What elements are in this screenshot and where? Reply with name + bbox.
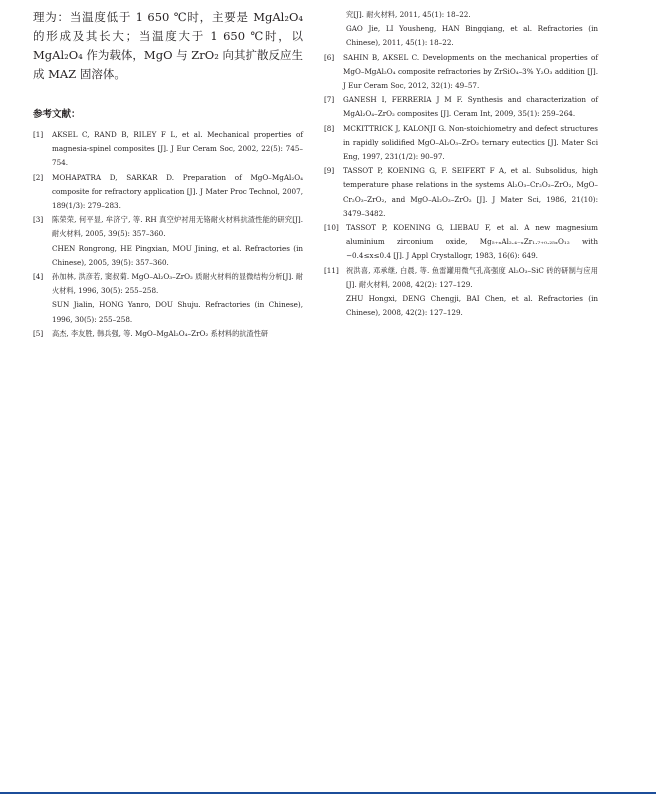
reference-text xyxy=(343,51,598,94)
body-paragraph: 理为：当温度低于 1 650 ℃时，主要是 MgAl₂O₄ 的形成及其长大；当温度大于 1 650 ℃时，以 MgAl₂O₄ 作为载体，MgO 与 ZrO₂ 向其扩散反应生成 MAZ 固溶体。 xyxy=(33,10,303,81)
reference-text xyxy=(52,270,303,327)
reference-line: MCKITTRICK J, KALONJI G. Non-stoichiometry and defect structures in rapidly solidified MgO–Al₂O₃–ZrO₂ ternary eutectics [J]. Mater Sci Eng, 1997, 231(1/2): 90–97. xyxy=(343,123,598,162)
reference-item xyxy=(33,128,303,171)
reference-5-continuation xyxy=(324,8,598,51)
reference-line: CHEN Rongrong, HE Pingxian, MOU Jining, et al. Refractories (in Chinese), 2005, 39(5): 357–360. xyxy=(52,243,303,267)
reference-line: SAHIN B, AKSEL C. Developments on the mechanical properties of MgO–MgAl₂O₄ composite refractories by ZrSiO₄–3% Y₂O₃ addition [J]. J Eur Ceram Soc, 2012, 32(1): 49–57. xyxy=(343,52,598,91)
reference-line: AKSEL C, RAND B, RILEY F L, et al. Mechanical properties of magnesia-spinel composites [J]. J Eur Ceram Soc, 2002, 22(5): 745–754. xyxy=(52,130,303,168)
left-column xyxy=(33,8,303,341)
reference-line: 孙加林, 洪彦若, 窦叔菊. MgO–Al₂O₃–ZrO₂ 质耐火材料的显微结构分析[J]. 耐火材料, 1996, 30(5): 255–258. xyxy=(52,272,303,296)
reference-number: [3] xyxy=(33,215,44,225)
reference-number: [5] xyxy=(33,328,44,338)
reference-number: [9] xyxy=(324,166,335,176)
reference-text xyxy=(52,128,303,171)
reference-item xyxy=(324,51,598,94)
reference-number: [6] xyxy=(324,52,335,62)
reference-number: [11] xyxy=(324,265,339,275)
reference-line: 祝洪喜, 邓承继, 白晨, 等. 鱼雷罐用微气孔高强度 Al₂O₃–SiC 砖的研制与应用[J]. 耐火材料, 2008, 42(2): 127–129. xyxy=(346,265,598,289)
references-list-left xyxy=(33,128,303,341)
reference-text xyxy=(52,213,303,270)
reference-line: TASSOT P, KOENING G, LIEBAU F, et al. A new magnesium aluminium zirconium oxide, Mg₅₊ₓAl₂.₄₋ₓZr₁.₇₊₀.₂₅ₓO₁₂ with −0.4≤x≤0.4 [J]. J Appl Crystallogr, 1983, 16(6): 649. xyxy=(346,223,598,261)
reference-text xyxy=(52,171,303,214)
reference-text xyxy=(343,164,598,221)
reference-line: MOHAPATRA D, SARKAR D. Preparation of MgO–MgAl₂O₄ composite for refractory application [J]. J Mater Proc Technol, 2007, 189(1/3): 279–283. xyxy=(52,172,303,211)
reference-line: GAO Jie, LI Yousheng, HAN Bingqiang, et al. Refractories (in Chinese), 2011, 45(1): 18–22. xyxy=(346,24,598,48)
reference-number: [1] xyxy=(33,130,44,139)
reference-item xyxy=(324,164,598,221)
reference-text xyxy=(346,264,598,321)
reference-item xyxy=(324,93,598,121)
reference-text xyxy=(346,221,598,264)
reference-item xyxy=(324,264,598,321)
reference-item xyxy=(33,171,303,214)
reference-line: TASSOT P, KOENING G, F. SEIFERT F A, et al. Subsolidus, high temperature phase relations in the systems Al₂O₃–Cr₂O₃–ZrO₂, MgO–Cr₂O₃–ZrO₂, and MgO–Al₂O₃–ZrO₂ [J]. J Mater Sci, 1986, 21(10): 3479–3482. xyxy=(343,166,598,218)
reference-item xyxy=(324,122,598,165)
reference-item xyxy=(33,327,303,341)
reference-text xyxy=(52,327,303,341)
references-heading: 参考文献： xyxy=(33,109,81,120)
reference-line: 高杰, 李友胜, 韩兵强, 等. MgO–MgAl₂O₄–ZrO₂ 系材料的抗渣性研 xyxy=(52,328,269,338)
reference-line: 究[J]. 耐火材料, 2011, 45(1): 18–22. xyxy=(346,10,471,19)
reference-number: [8] xyxy=(324,123,335,133)
reference-line: SUN Jialin, HONG Yanro, DOU Shuju. Refractories (in Chinese), 1996, 30(5): 255–258. xyxy=(52,300,303,324)
reference-item xyxy=(324,221,598,264)
reference-number: [10] xyxy=(324,223,339,233)
reference-line: ZHU Hongxi, DENG Chengji, BAI Chen, et al. Refractories (in Chinese), 2008, 42(2): 127–129. xyxy=(346,294,598,318)
references-list-right xyxy=(324,51,598,321)
reference-text xyxy=(343,122,598,165)
reference-text xyxy=(343,93,598,121)
reference-item xyxy=(33,270,303,327)
right-column xyxy=(324,8,598,320)
reference-line: GANESH I, FERRERIA J M F. Synthesis and characterization of MgAl₂O₄–ZrO₂ composites [J]. Ceram Int, 2009, 35(1): 259–264. xyxy=(343,95,598,119)
reference-number: [7] xyxy=(324,95,335,105)
reference-item xyxy=(33,213,303,270)
reference-line: 陈荣荣, 何平显, 牟济宁, 等. RH 真空炉衬用无铬耐火材料抗渣性能的研究[J]. 耐火材料, 2005, 39(5): 357–360. xyxy=(52,215,303,239)
reference-number: [2] xyxy=(33,172,44,182)
page-bottom-rule xyxy=(0,792,656,794)
reference-number: [4] xyxy=(33,272,44,282)
